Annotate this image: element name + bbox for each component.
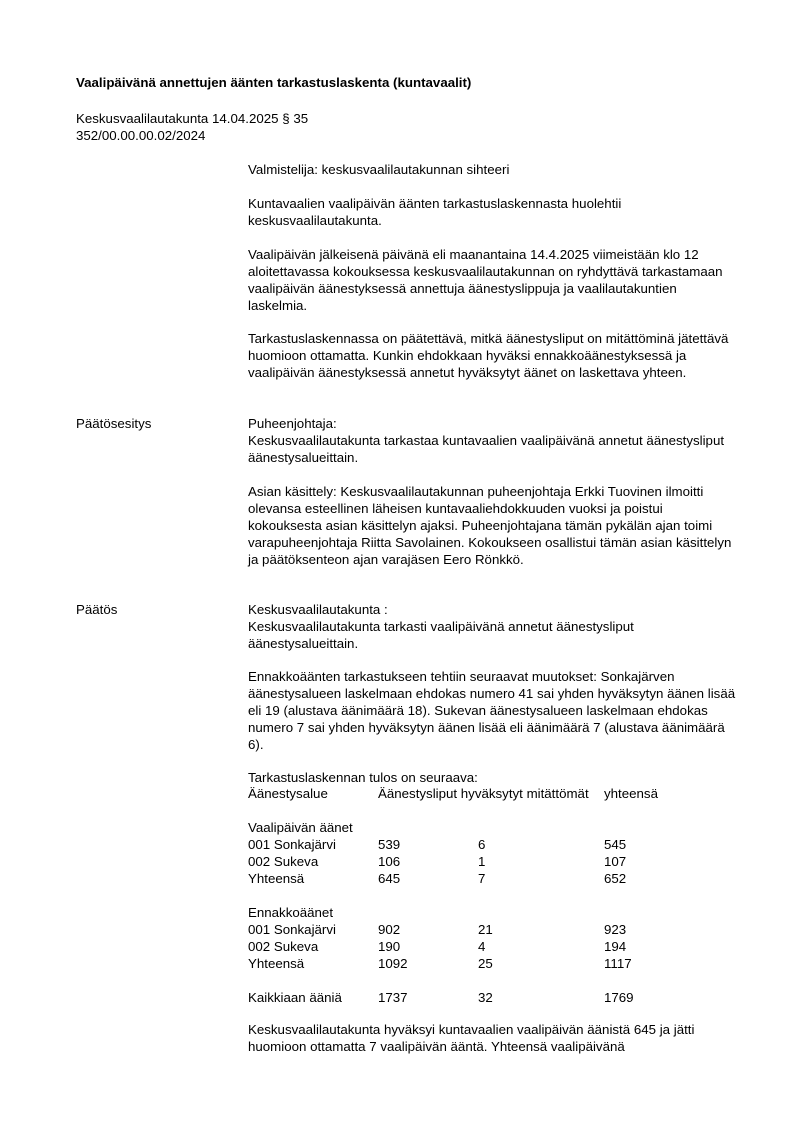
cell-void: 1: [478, 854, 486, 869]
cell-accepted: 106: [378, 854, 401, 869]
cell-accepted: 645: [378, 871, 401, 886]
table-row: [248, 938, 658, 955]
diary-number: 352/00.00.00.02/2024: [76, 128, 206, 143]
cell-area: 001 Sonkajärvi: [248, 837, 336, 852]
table-row: [248, 836, 658, 853]
cell-accepted: 539: [378, 837, 401, 852]
table-row: [248, 870, 658, 887]
meeting-reference: Keskusvaalilautakunta 14.04.2025 § 35: [76, 111, 309, 126]
table-total-row: [248, 972, 658, 1006]
header-area: Äänestysalue: [248, 786, 328, 801]
header-total: yhteensä: [604, 786, 658, 801]
cell-void: 7: [478, 871, 486, 886]
results-table: [248, 785, 658, 1006]
cell-area: 002 Sukeva: [248, 854, 319, 869]
cell-accepted: 1737: [378, 990, 408, 1005]
decision-text: Keskusvaalilautakunta tarkasti vaalipäivänä annetut äänestysliput äänestysalueittain.: [248, 619, 634, 651]
cell-total: 194: [604, 939, 627, 954]
table-section-label-row: [248, 802, 658, 836]
table-section-label-row: [248, 887, 658, 921]
cell-void: 6: [478, 837, 486, 852]
election-day-label: Vaalipäivän äänet: [248, 820, 353, 835]
cell-accepted: 1092: [378, 956, 408, 971]
decision-speaker: Keskusvaalilautakunta :: [248, 602, 388, 617]
cell-area: 002 Sukeva: [248, 939, 319, 954]
advance-label: Ennakkoäänet: [248, 905, 334, 920]
decision-label: Päätös: [76, 602, 118, 617]
cell-void: 21: [478, 922, 493, 937]
proposal-section: [248, 415, 736, 466]
table-row: [248, 955, 658, 972]
proposal-speaker: Puheenjohtaja:: [248, 416, 337, 431]
cell-area: Kaikkiaan ääniä: [248, 990, 342, 1005]
cell-total: 923: [604, 922, 627, 937]
proposal-text: Keskusvaalilautakunta tarkastaa kuntavaalien vaalipäivänä annetut äänestysliput äänestysalueittain.: [248, 433, 725, 465]
changes-paragraph: Ennakkoäänten tarkastukseen tehtiin seuraavat muutokset: Sonkajärven äänestysalueen laskelmaan ehdokas numero 41 sai yhden hyväksytyn äänen lisää eli 19 (alustava äänimäärä 18). Sukevan äänestysalueen laskelmaan ehdokas numero 7 sai yhden hyväksytyn äänen lisää eli äänimäärä 7 (alustava äänimäärä 6).: [248, 669, 736, 752]
cell-void: 4: [478, 939, 486, 954]
document-title: Vaalipäivänä annettujen äänten tarkastuslaskenta (kuntavaalit): [76, 75, 472, 90]
cell-total: 107: [604, 854, 627, 869]
results-intro: Tarkastuslaskennan tulos on seuraava:: [248, 770, 478, 785]
intro-paragraph-3: Tarkastuslaskennassa on päätettävä, mitkä äänestysliput on mitättöminä jätettävä huomioon ottamatta. Kunkin ehdokkaan hyväksi ennakkoäänestyksessä ja vaalipäivän äänestyksessä annetut hyväksytyt äänet on laskettava yhteen.: [248, 331, 729, 380]
table-row: [248, 853, 658, 870]
cell-accepted: 902: [378, 922, 401, 937]
cell-total: 545: [604, 837, 627, 852]
preparer: Valmistelija: keskusvaalilautakunnan sihteeri: [248, 162, 510, 177]
cell-total: 1769: [604, 990, 634, 1005]
cell-area: Yhteensä: [248, 956, 305, 971]
cell-total: 652: [604, 871, 627, 886]
header-accepted: Äänestysliput hyväksytyt mitättömät: [378, 786, 589, 801]
meeting-info: [76, 110, 308, 144]
table-header-row: [248, 785, 658, 802]
table-row: [248, 921, 658, 938]
handling-paragraph: Asian käsittely: Keskusvaalilautakunnan puheenjohtaja Erkki Tuovinen ilmoitti olevansa esteellinen läheisen kuntavaaliehdokkuuden vuoksi ja poistui kokouksesta asian käsittelyn ajaksi. Puheenjohtajana tämän pykälän ajan toimi varapuheenjohtaja Riitta Savolainen. Kokoukseen osallistui tämän asian käsittelyn ja päätöksenteon ajan varajäsen Eero Rönkkö.: [248, 484, 732, 567]
closing-paragraph: Keskusvaalilautakunta hyväksyi kuntavaalien vaalipäivän äänistä 645 ja jätti huomioon ottamatta 7 vaalipäivän ääntä. Yhteensä vaalipäivänä: [248, 1022, 695, 1054]
cell-area: 001 Sonkajärvi: [248, 922, 336, 937]
cell-area: Yhteensä: [248, 871, 305, 886]
intro-paragraph-1: Kuntavaalien vaalipäivän äänten tarkastuslaskennasta huolehtii keskusvaalilautakunta.: [248, 196, 622, 228]
cell-void: 25: [478, 956, 493, 971]
cell-total: 1117: [604, 956, 632, 971]
proposal-label: Päätösesitys: [76, 416, 152, 431]
cell-accepted: 190: [378, 939, 401, 954]
decision-section: [248, 601, 736, 652]
intro-paragraph-2: Vaalipäivän jälkeisenä päivänä eli maanantaina 14.4.2025 viimeistään klo 12 aloitettavassa kokouksessa keskusvaalilautakunnan on ryhdyttävä tarkastamaan vaalipäivän äänestyksessä annettuja äänestyslippuja ja vaalilautakuntien laskelmia.: [248, 247, 723, 313]
cell-void: 32: [478, 990, 493, 1005]
